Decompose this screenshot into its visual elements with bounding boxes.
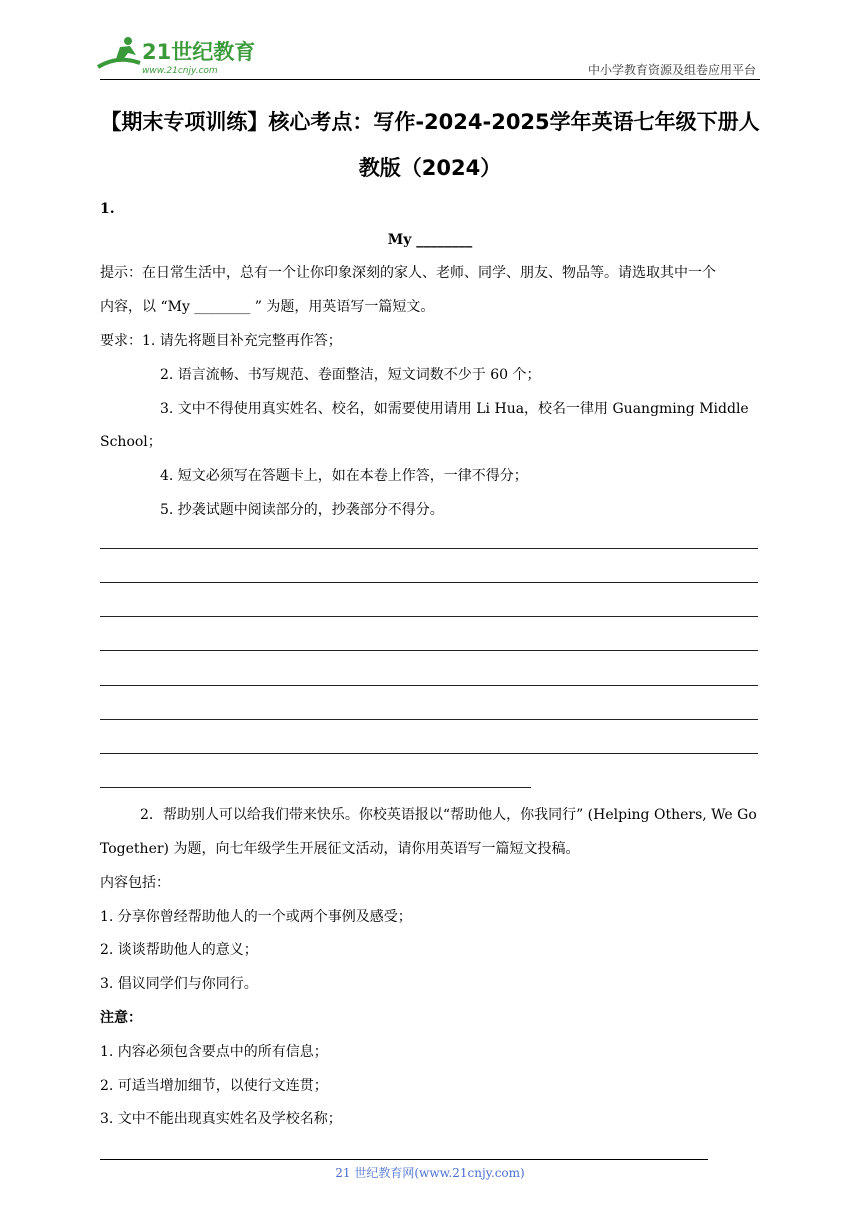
footer-link[interactable]: 21 世纪教育网(www.21cnjy.com) bbox=[335, 1166, 525, 1180]
q2-note-3: 3. 文中不能出现真实姓名及学校名称； bbox=[100, 1111, 342, 1127]
question-1-heading: My ________ bbox=[387, 232, 473, 248]
logo-url: www.21cnjy.com bbox=[142, 66, 218, 76]
q1-requirement-5: 5. 抄袭试题中阅读部分的，抄袭部分不得分。 bbox=[160, 502, 444, 518]
logo-text: 21世纪教育 bbox=[142, 40, 256, 64]
q2-prompt-line1: 2．帮助别人可以给我们带来快乐。你校英语报以“帮助他人，你我同行” (Helping Others, We Go bbox=[140, 807, 757, 823]
q1-hint-line1: 提示：在日常生活中，总有一个让你印象深刻的家人、老师、同学、朋友、物品等。请选取其中一个 bbox=[100, 265, 716, 281]
q1-requirement-4: 4. 短文必须写在答题卡上，如在本卷上作答，一律不得分； bbox=[160, 468, 528, 484]
q1-requirement-2: 2. 语言流畅、书写规范、卷面整洁，短文词数不少于 60 个； bbox=[160, 367, 541, 383]
q2-content-item-2: 2. 谈谈帮助他人的意义； bbox=[100, 942, 258, 958]
q2-note-1: 1. 内容必须包含要点中的所有信息； bbox=[100, 1044, 328, 1060]
q1-hint-line2: 内容，以 “My ________ ” 为题，用英语写一篇短文。 bbox=[100, 299, 435, 315]
answer-line bbox=[100, 650, 758, 651]
q2-content-label: 内容包括： bbox=[100, 875, 170, 891]
platform-label: 中小学教育资源及组卷应用平台 bbox=[587, 63, 756, 77]
page-title-line2: 教版（2024） bbox=[358, 156, 502, 180]
q1-requirement-3b: School； bbox=[100, 434, 162, 450]
answer-line bbox=[100, 753, 758, 754]
answer-line bbox=[100, 719, 758, 720]
q1-requirement-1: 要求：1. 请先将题目补充完整再作答； bbox=[100, 333, 342, 349]
q2-notes-label: 注意： bbox=[100, 1010, 142, 1026]
answer-line bbox=[100, 548, 758, 549]
runner-icon bbox=[98, 37, 140, 67]
q2-content-item-1: 1. 分享你曾经帮助他人的一个或两个事例及感受； bbox=[100, 909, 412, 925]
page-title-line1: 【期末专项训练】核心考点：写作-2024-2025学年英语七年级下册人 bbox=[100, 110, 760, 134]
header-divider bbox=[100, 79, 760, 80]
answer-line bbox=[100, 582, 758, 583]
answer-line bbox=[100, 616, 758, 617]
answer-line bbox=[100, 787, 531, 788]
site-logo bbox=[92, 33, 257, 77]
q1-requirement-3a: 3. 文中不得使用真实姓名、校名，如需要使用请用 Li Hua，校名一律用 Guangming Middle bbox=[160, 401, 749, 417]
question-1-number: 1. bbox=[100, 201, 115, 217]
answer-line bbox=[100, 685, 758, 686]
q2-content-item-3: 3. 倡议同学们与你同行。 bbox=[100, 976, 258, 992]
q2-note-2: 2. 可适当增加细节，以使行文连贯； bbox=[100, 1078, 328, 1094]
q2-prompt-line2: Together) 为题，向七年级学生开展征文活动，请你用英语写一篇短文投稿。 bbox=[100, 841, 580, 857]
footer-divider bbox=[100, 1159, 708, 1160]
